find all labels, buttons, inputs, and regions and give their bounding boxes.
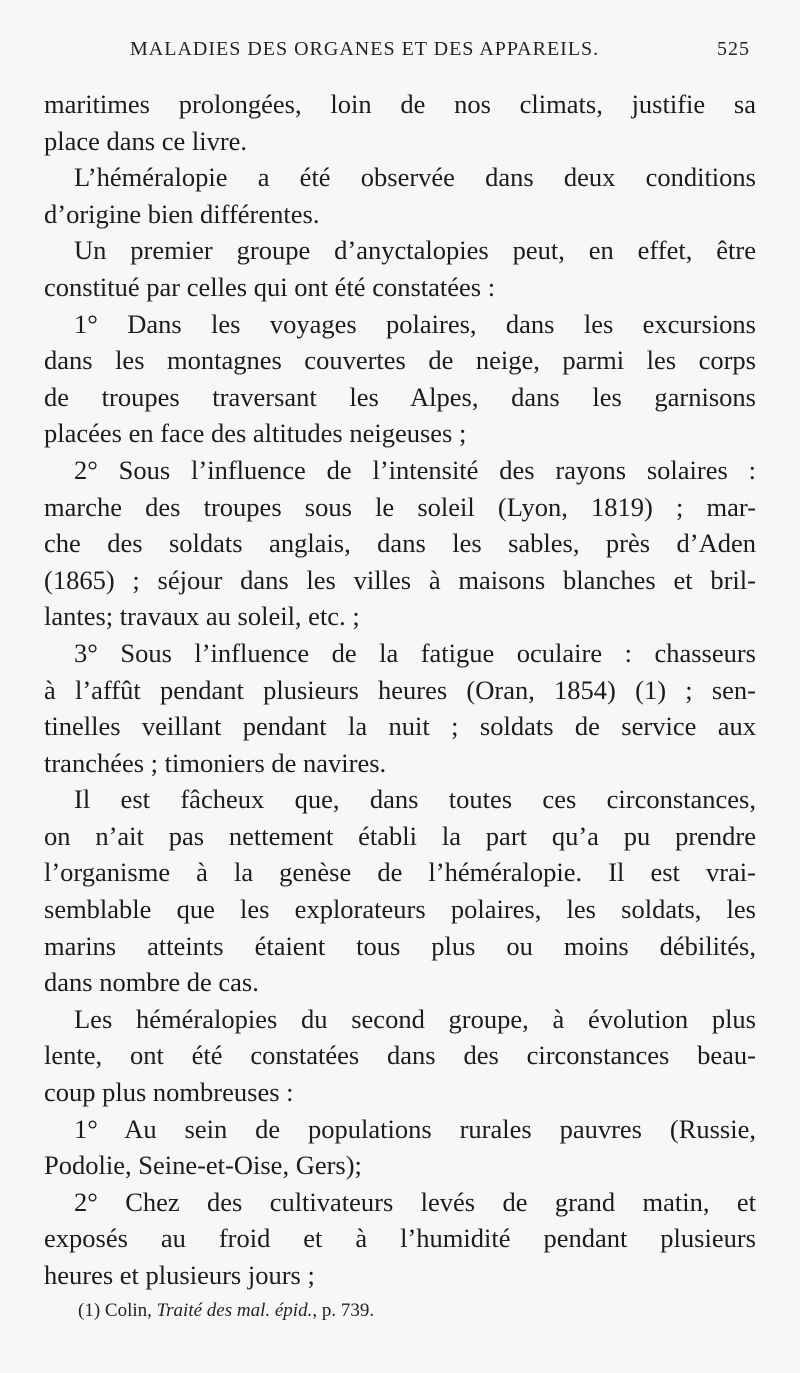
- text-line: 2° Chez des cultivateurs levés de grand matin, et: [74, 1186, 756, 1217]
- text-line: 3° Sous l’influence de la fatigue oculaire : chasseurs: [74, 637, 756, 668]
- text-line: lente, ont été constatées dans des circonstances beau-: [44, 1040, 756, 1071]
- text-line: lantes; travaux au soleil, etc. ;: [44, 601, 360, 632]
- text-line: Un premier groupe d’anyctalopies peut, en effet, être: [74, 235, 756, 266]
- text-line: l’organisme à la genèse de l’héméralopie. Il est vrai-: [44, 857, 756, 888]
- text-line: Il est fâcheux que, dans toutes ces circonstances,: [74, 784, 756, 815]
- running-title: MALADIES DES ORGANES ET DES APPAREILS.: [130, 38, 600, 60]
- footnote: [78, 1300, 374, 1322]
- text-line: L’héméralopie a été observée dans deux conditions: [74, 162, 756, 193]
- text-line: che des soldats anglais, dans les sables, près d’Aden: [44, 528, 756, 559]
- text-line: marche des troupes sous le soleil (Lyon, 1819) ; mar-: [44, 491, 756, 522]
- text-line: 1° Au sein de populations rurales pauvres (Russie,: [74, 1113, 756, 1144]
- footnote-page-ref: , p. 739.: [312, 1300, 375, 1321]
- text-line: 2° Sous l’influence de l’intensité des rayons solaires :: [74, 454, 756, 485]
- text-line: marins atteints étaient tous plus ou moins débilités,: [44, 930, 756, 961]
- page-number: 525: [717, 38, 750, 60]
- text-line: dans les montagnes couvertes de neige, parmi les corps: [44, 345, 756, 376]
- text-line: semblable que les explorateurs polaires, les soldats, les: [44, 894, 756, 925]
- page-header: [130, 38, 750, 68]
- text-line: tranchées ; timoniers de navires.: [44, 747, 387, 778]
- text-line: de troupes traversant les Alpes, dans les garnisons: [44, 381, 756, 412]
- text-line: heures et plusieurs jours ;: [44, 1260, 315, 1290]
- footnote-title: Traité des mal. épid.: [156, 1300, 313, 1321]
- text-line: maritimes prolongées, loin de nos climats, justifie sa: [44, 89, 756, 119]
- text-line: Les héméralopies du second groupe, à évolution plus: [74, 1003, 756, 1034]
- text-line: 1° Dans les voyages polaires, dans les excursions: [74, 308, 756, 339]
- text-line: tinelles veillant pendant la nuit ; soldats de service aux: [44, 711, 756, 742]
- text-line: placées en face des altitudes neigeuses ;: [44, 418, 467, 449]
- text-line: place dans ce livre.: [44, 125, 248, 156]
- footnote-marker: (1) Colin,: [78, 1300, 152, 1321]
- text-line: (1865) ; séjour dans les villes à maisons blanches et bril-: [44, 564, 756, 595]
- text-line: à l’affût pendant plusieurs heures (Oran, 1854) (1) ; sen-: [44, 674, 756, 705]
- text-line: constitué par celles qui ont été constatées :: [44, 271, 496, 302]
- text-line: Podolie, Seine-et-Oise, Gers);: [44, 1150, 362, 1181]
- body-text: [44, 86, 756, 1294]
- text-line: dans nombre de cas.: [44, 967, 259, 998]
- text-line: d’origine bien différentes.: [44, 198, 320, 229]
- text-line: on n’ait pas nettement établi la part qu’a pu prendre: [44, 820, 756, 851]
- text-line: coup plus nombreuses :: [44, 1077, 294, 1108]
- text-line: exposés au froid et à l’humidité pendant plusieurs: [44, 1223, 756, 1254]
